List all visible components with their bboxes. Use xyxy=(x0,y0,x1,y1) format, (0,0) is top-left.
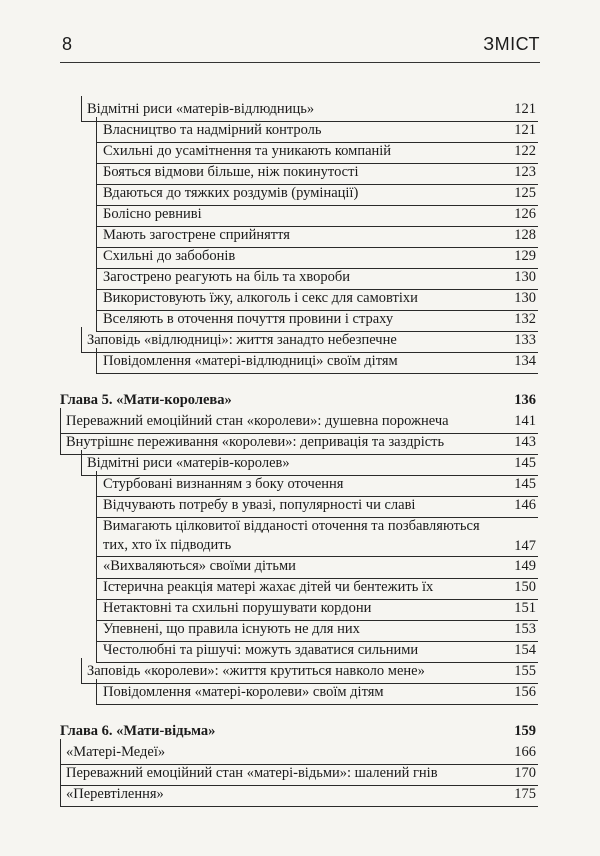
toc-entry-title: Використовують їжу, алкоголь і секс для самовтіхи xyxy=(103,290,418,306)
toc-entry-page: 123 xyxy=(514,164,536,180)
toc-entry-page: 150 xyxy=(514,579,536,595)
toc-entry-row xyxy=(60,781,538,807)
toc-entry-title: Вимагають цілковитої відданості оточення та позбавляються тих, хто їх підводить xyxy=(103,518,480,553)
toc-entry-title: Відмітні риси «матерів-королев» xyxy=(87,455,290,471)
toc-entry-title: «Вихваляються» своїми дітьми xyxy=(103,558,296,574)
toc-entry-page: 128 xyxy=(514,227,536,243)
toc-entry-title: Схильні до усамітнення та уникають компаній xyxy=(103,143,392,159)
toc-entry-title: «Перевтілення» xyxy=(66,786,164,802)
toc-entry-title: Повідомлення «матері-королеви» своїм дітям xyxy=(103,684,384,700)
toc-entry-page: 149 xyxy=(514,558,536,574)
toc-entry-row xyxy=(60,679,538,705)
toc-entry-page: 122 xyxy=(514,143,536,159)
toc-entry-title: Відчувають потребу в увазі, популярності чи славі xyxy=(103,497,416,513)
toc-entry-page: 145 xyxy=(514,476,536,492)
toc-entry-title: Вселяють в оточення почуття провини і страху xyxy=(103,311,394,327)
toc-entry-page: 121 xyxy=(514,101,536,117)
toc-entry-page: 130 xyxy=(514,290,536,306)
toc-entry-row xyxy=(60,348,538,374)
toc-entry-page: 147 xyxy=(514,538,536,554)
toc-entry-title: Схильні до забобонів xyxy=(103,248,236,264)
toc-entry-title: Упевнені, що правила існують не для них xyxy=(103,621,360,637)
toc-entry-row xyxy=(60,513,538,557)
toc-entry-title: Заповідь «відлюдниці»: життя занадто небезпечне xyxy=(87,332,397,348)
toc-entry-page: 125 xyxy=(514,185,536,201)
toc-entry-page: 132 xyxy=(514,311,536,327)
page-header xyxy=(60,30,540,63)
toc-entry-title: Болісно ревниві xyxy=(103,206,202,222)
toc-entry-title: Стурбовані визнанням з боку оточення xyxy=(103,476,344,492)
toc-entry-title: Честолюбні та рішучі: можуть здаватися сильними xyxy=(103,642,419,658)
toc-entry-title: Глава 6. «Мати-відьма» xyxy=(60,723,216,739)
toc-entry-title: Власництво та надмірний контроль xyxy=(103,122,322,138)
toc-entry-page: 126 xyxy=(514,206,536,222)
toc-entry-page: 155 xyxy=(514,663,536,679)
toc-entry-title: Повідомлення «матері-відлюдниці» своїм дітям xyxy=(103,353,398,369)
toc-entry-page: 154 xyxy=(514,642,536,658)
toc-entry-title: Заповідь «королеви»: «життя крутиться навколо мене» xyxy=(87,663,425,679)
toc-entry-title: Мають загострене сприйняття xyxy=(103,227,290,243)
toc-entry-title: Загострено реагують на біль та хвороби xyxy=(103,269,351,285)
toc-entry-title: Бояться відмови більше, ніж покинутості xyxy=(103,164,359,180)
toc-entry-page: 141 xyxy=(514,413,536,429)
toc-entry-page: 166 xyxy=(514,744,536,760)
toc-entry-title: Відмітні риси «матерів-відлюдниць» xyxy=(87,101,315,117)
toc-entry-page: 121 xyxy=(514,122,536,138)
toc-entry-page: 175 xyxy=(514,786,536,802)
toc-entry-title: Істерична реакція матері жахає дітей чи бентежить їх xyxy=(103,579,434,595)
toc-entry-page: 146 xyxy=(514,497,536,513)
toc-entry-title: Переважний емоційний стан «матері-відьми»: шалений гнів xyxy=(66,765,438,781)
toc-entry-page: 143 xyxy=(514,434,536,450)
toc-entry-page: 156 xyxy=(514,684,536,700)
toc-entry-page: 151 xyxy=(514,600,536,616)
toc-entry-title: Переважний емоційний стан «королеви»: душевна порожнеча xyxy=(66,413,449,429)
toc-entry-page: 134 xyxy=(514,353,536,369)
toc-entry-title: Внутрішнє переживання «королеви»: депривація та заздрість xyxy=(66,434,445,450)
toc-entry-title: Нетактовні та схильні порушувати кордони xyxy=(103,600,372,616)
section-title: ЗМІСТ xyxy=(483,34,540,54)
toc-entry-title: Вдаються до тяжких роздумів (румінації) xyxy=(103,185,359,201)
toc-entry-page: 145 xyxy=(514,455,536,471)
toc-entry-title: «Матері-Медеї» xyxy=(66,744,166,760)
toc-entry-page: 153 xyxy=(514,621,536,637)
toc-entry-page: 129 xyxy=(514,248,536,264)
toc-entry-page: 159 xyxy=(514,723,536,739)
toc-entry-page: 133 xyxy=(514,332,536,348)
page-number: 8 xyxy=(62,34,73,54)
toc-entry-page: 170 xyxy=(514,765,536,781)
toc-entry-title: Глава 5. «Мати-королева» xyxy=(60,392,232,408)
toc-entry-page: 136 xyxy=(514,392,536,408)
toc-entry-page: 130 xyxy=(514,269,536,285)
